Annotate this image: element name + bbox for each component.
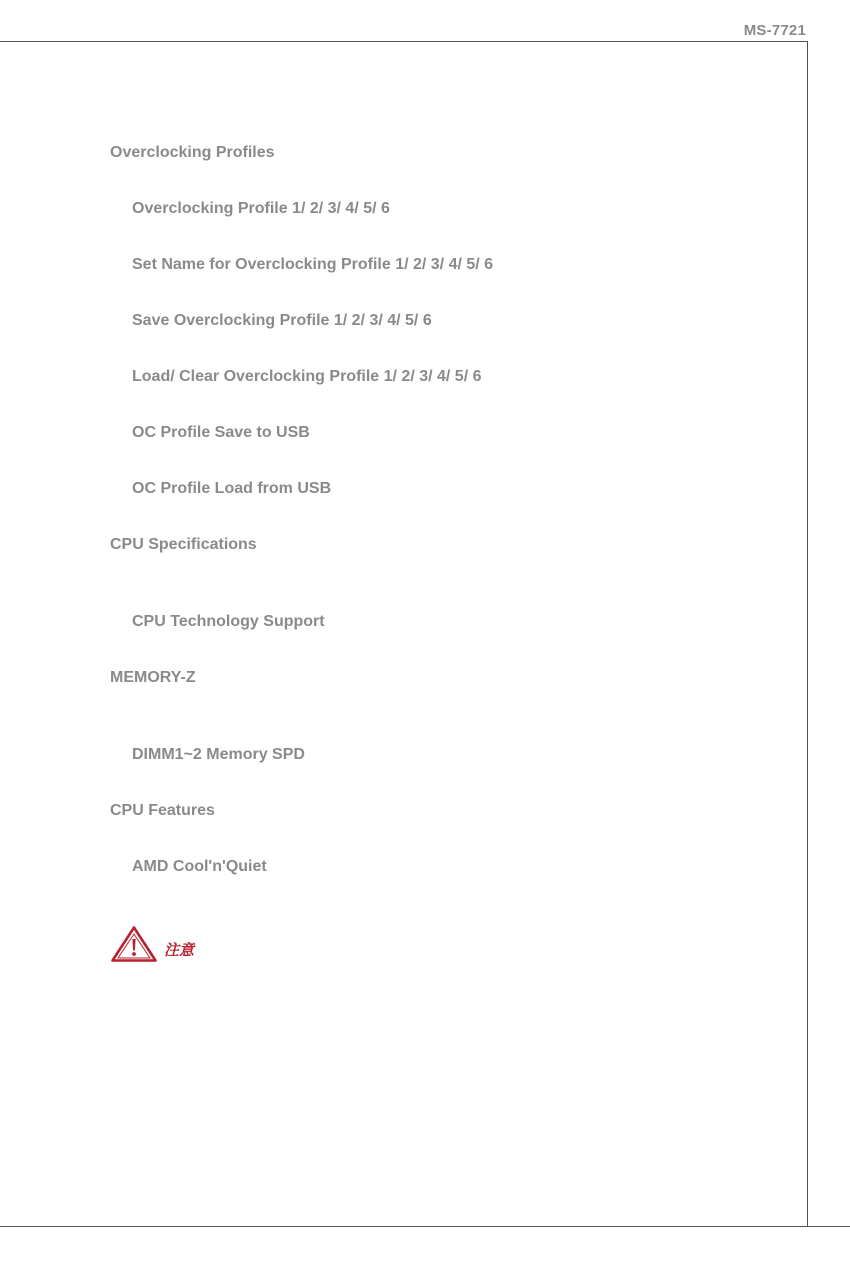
model-number: MS-7721 <box>743 22 806 39</box>
menu-item-profile-load-usb: OC Profile Load from USB <box>132 480 332 497</box>
menu-item-save-profile: Save Overclocking Profile 1/ 2/ 3/ 4/ 5/ 6 <box>132 312 432 329</box>
menu-item-overclocking-profile: Overclocking Profile 1/ 2/ 3/ 4/ 5/ 6 <box>132 200 390 217</box>
warning-triangle-icon <box>110 925 158 963</box>
section-title-memory-z: MEMORY-Z <box>110 669 196 686</box>
menu-item-profile-save-usb: OC Profile Save to USB <box>132 424 310 441</box>
menu-item-cpu-technology-support: CPU Technology Support <box>132 613 325 630</box>
menu-item-load-clear-profile: Load/ Clear Overclocking Profile 1/ 2/ 3/ 4/ 5/ 6 <box>132 368 482 385</box>
note-label: 注意 <box>164 942 195 959</box>
section-title-cpu-specifications: CPU Specifications <box>110 536 257 553</box>
note-callout <box>110 925 194 963</box>
bottom-divider <box>0 1226 850 1227</box>
menu-item-amd-cool-n-quiet: AMD Cool'n'Quiet <box>132 858 267 875</box>
right-divider <box>807 41 808 1227</box>
section-title-overclocking-profiles: Overclocking Profiles <box>110 144 275 161</box>
top-divider <box>0 41 807 42</box>
menu-item-set-profile-name: Set Name for Overclocking Profile 1/ 2/ 3/ 4/ 5/ 6 <box>132 256 494 273</box>
section-title-cpu-features: CPU Features <box>110 802 215 819</box>
menu-item-dimm-memory-spd: DIMM1~2 Memory SPD <box>132 746 305 763</box>
